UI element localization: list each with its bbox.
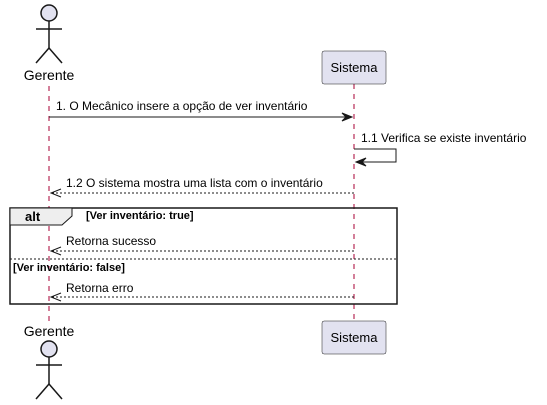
message-1 (49, 99, 352, 121)
sistema-participant-top (322, 51, 386, 84)
gerente-label-top: Gerente (23, 67, 75, 83)
alt-keyword: alt (25, 209, 41, 224)
message-1-2 (51, 176, 354, 197)
sistema-label-top: Sistema (330, 60, 378, 75)
sistema-participant-bottom (322, 321, 386, 354)
alt-guard-false: [Ver inventário: false] (13, 262, 125, 274)
actor-head-icon (41, 5, 57, 21)
alt-guard-true: [Ver inventário: true] (86, 210, 194, 222)
retorna-sucesso-label: Retorna sucesso (66, 234, 157, 248)
message-1-label: 1. O Mecânico insere a opção de ver inventário (56, 99, 308, 113)
message-retorna-erro (51, 281, 354, 301)
retorna-erro-label: Retorna erro (66, 281, 134, 295)
gerente-actor-bottom (24, 323, 75, 399)
message-1-2-label: 1.2 O sistema mostra uma lista com o inventário (66, 176, 323, 190)
message-1-1-label: 1.1 Verifica se existe inventário (361, 131, 527, 145)
gerente-actor-top (24, 5, 75, 83)
message-retorna-sucesso (51, 234, 354, 255)
actor-head-icon (41, 341, 57, 357)
message-1-1 (354, 131, 527, 166)
sistema-label-bottom: Sistema (330, 330, 378, 345)
gerente-label-bottom: Gerente (23, 323, 75, 339)
